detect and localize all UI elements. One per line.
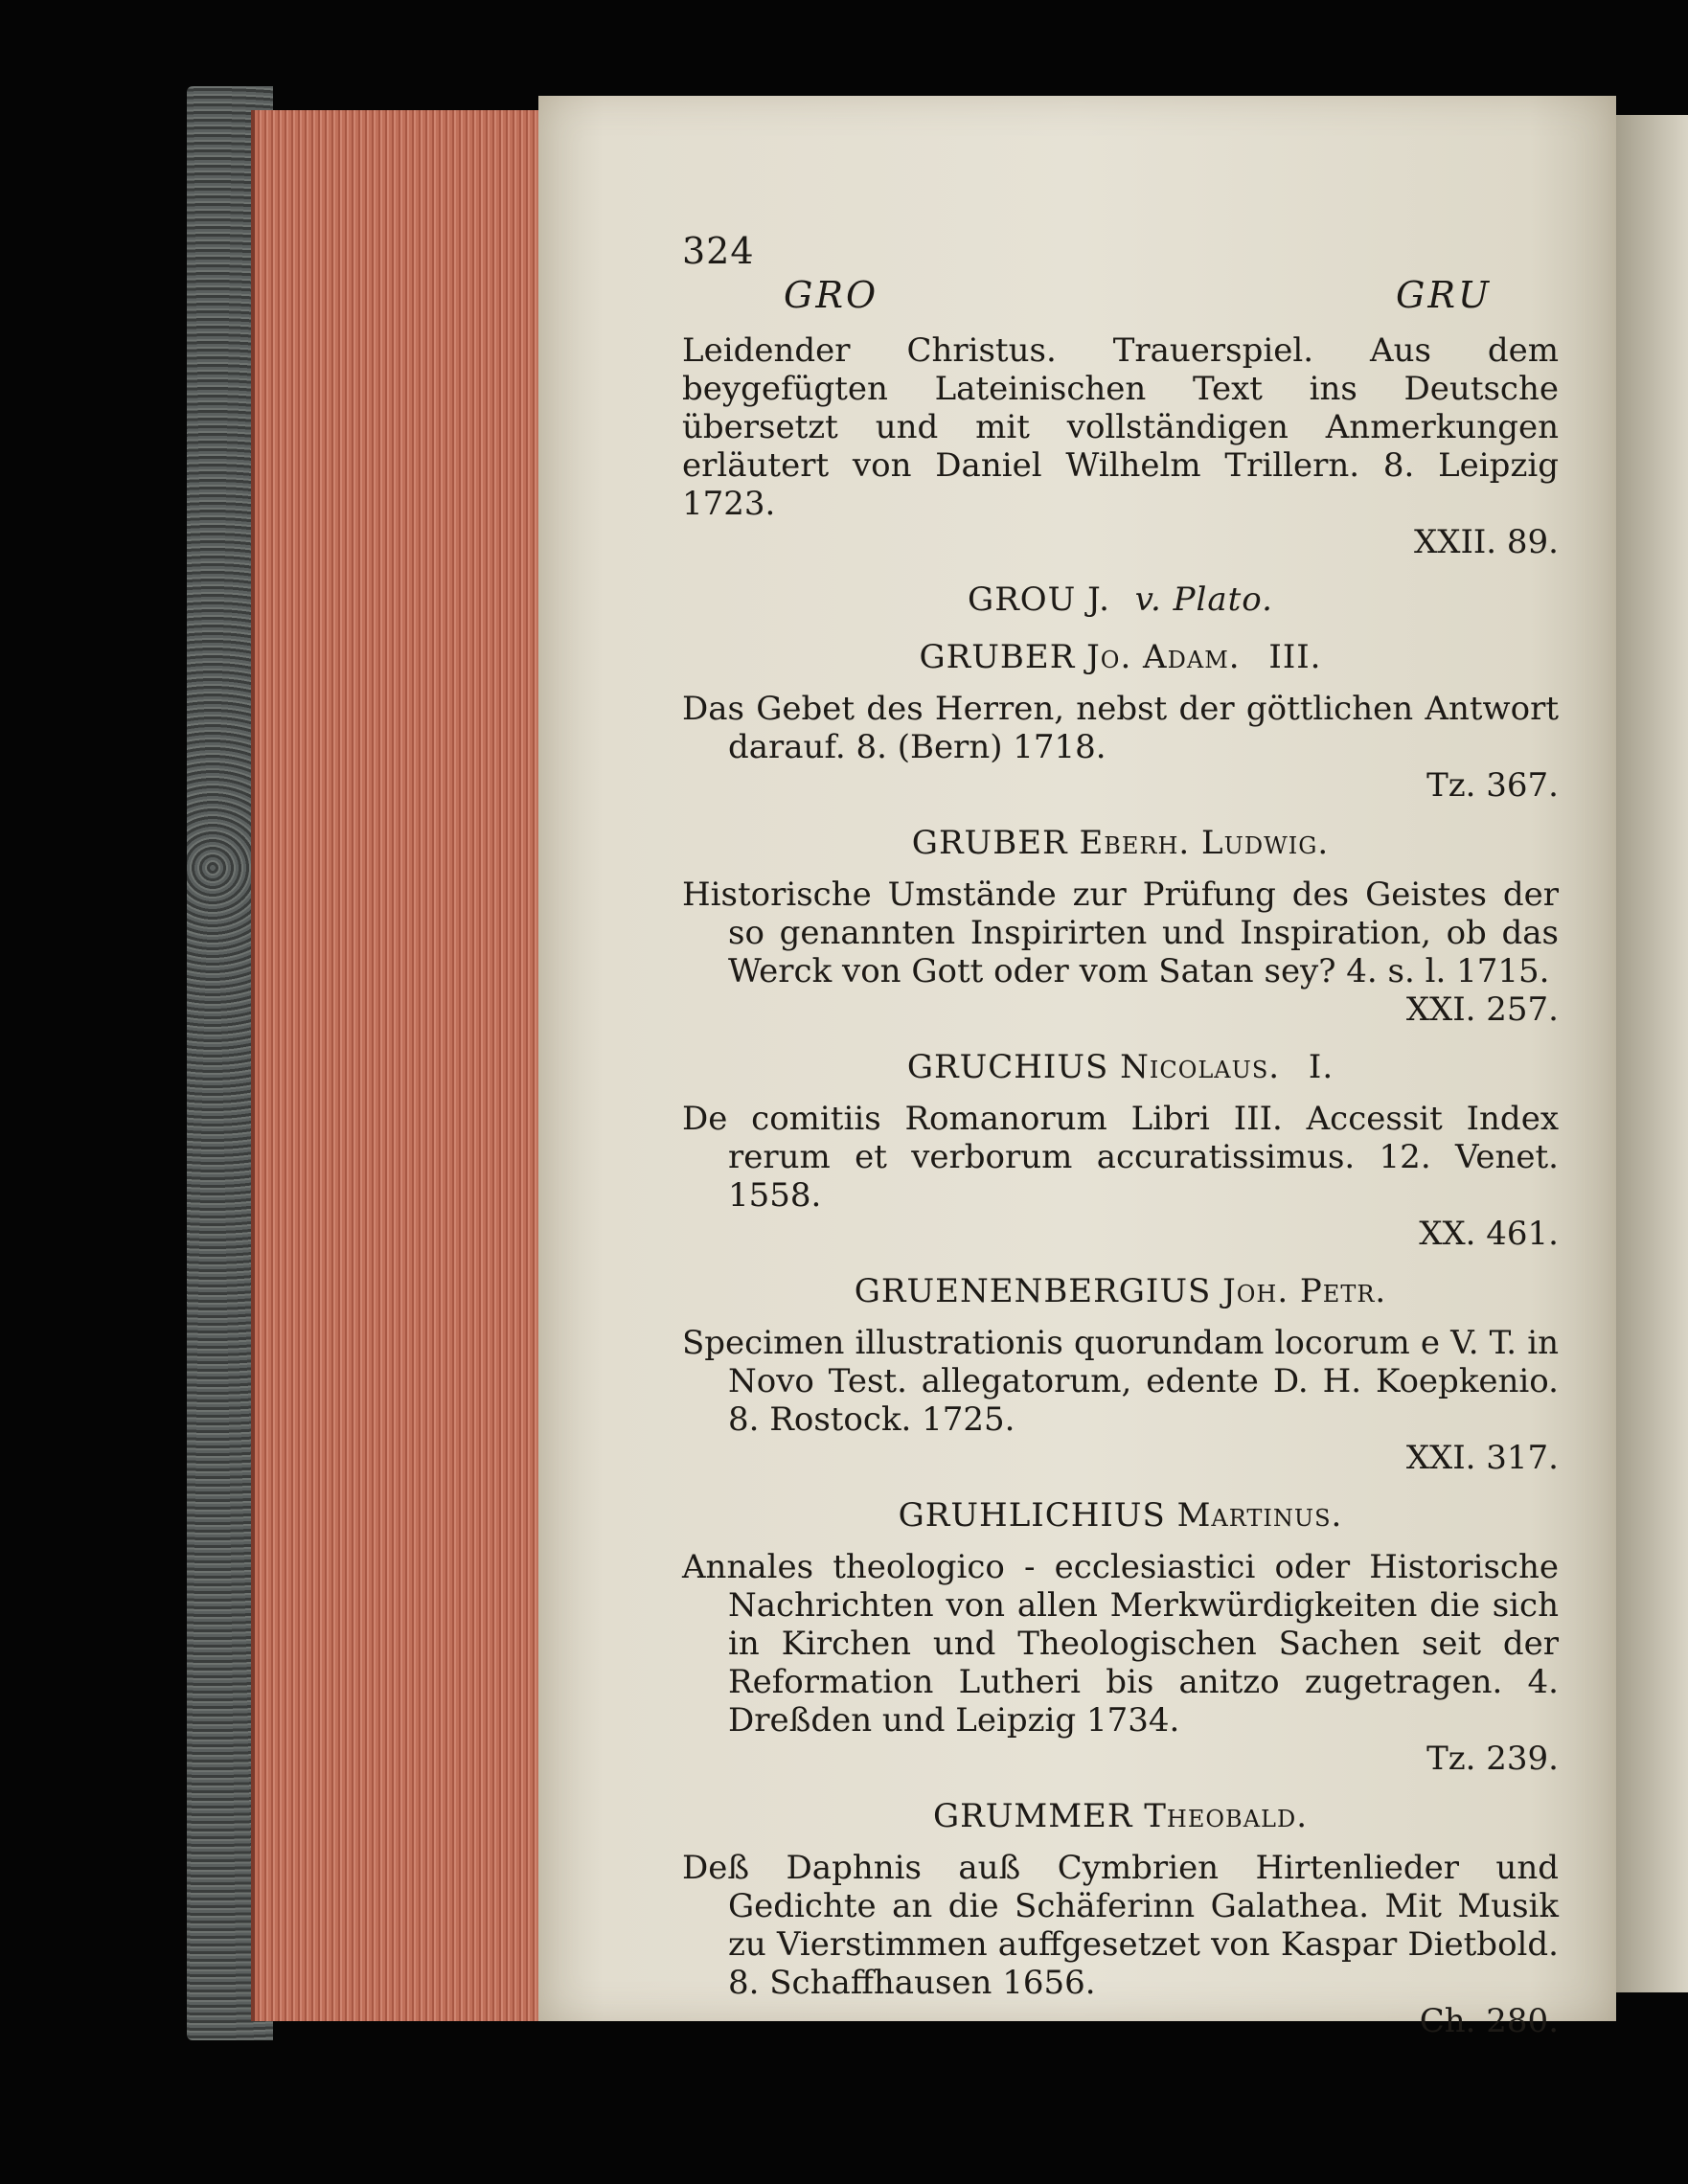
author-surname: GROU	[968, 580, 1077, 619]
author-heading	[682, 580, 1559, 619]
entry-reference: XXI. 317.	[1405, 1439, 1559, 1477]
entry-text: Das Gebet des Herren, nebst der göttlichen Antwort darauf. 8. (Bern) 1718.	[682, 690, 1559, 766]
entry-reference: XXII. 89.	[1414, 523, 1559, 561]
author-heading	[682, 1048, 1559, 1086]
author-surname: GRUBER	[919, 638, 1076, 676]
author-given-name: Theobald.	[1144, 1797, 1309, 1835]
author-heading	[682, 638, 1559, 676]
running-head	[682, 274, 1559, 316]
page-number: 324	[682, 230, 755, 272]
entry-text: Leidender Christus. Trauerspiel. Aus dem beygefügten Lateinischen Text ins Deutsche übersetzt und mit vollständigen Anmerkungen erläutert von Daniel Wilhelm Trillern. 8. Leipzig 1723.	[682, 331, 1559, 523]
entry-reference: Tz. 367.	[1426, 766, 1559, 805]
author-heading	[682, 1797, 1559, 1835]
author-given-name: Eberh. Ludwig.	[1079, 824, 1330, 862]
author-cross-reference: v. Plato.	[1134, 580, 1273, 619]
running-head-left: GRO	[784, 274, 879, 316]
entry-text: Specimen illustrationis quorundam locorum e V. T. in Novo Test. allegatorum, edente D. H. Koepkenio. 8. Rostock. 1725.	[682, 1324, 1559, 1439]
author-surname: GRUCHIUS	[906, 1048, 1109, 1086]
author-volume: I.	[1308, 1048, 1334, 1086]
author-surname: GRUBER	[911, 824, 1068, 862]
author-surname: GRUMMER	[932, 1797, 1133, 1835]
entry-reference: XXI. 257.	[1405, 990, 1559, 1029]
facing-page-edge	[1616, 115, 1688, 1992]
entry-text: Deß Daphnis auß Cymbrien Hirtenlieder und Gedichte an die Schäferinn Galathea. Mit Musik zu Vierstimmen auffgesetzet von Kaspar Dietbold. 8. Schaffhausen 1656.	[682, 1849, 1559, 2002]
entry-reference: Ch. 280.	[1419, 2002, 1559, 2040]
page-edges	[251, 110, 542, 2021]
running-head-right: GRU	[1396, 274, 1492, 316]
author-given-name: Joh. Petr.	[1222, 1272, 1387, 1310]
author-given-name: Martinus.	[1176, 1496, 1343, 1535]
author-surname: GRUHLICHIUS	[898, 1496, 1166, 1535]
page-content	[682, 230, 1559, 2040]
author-heading	[682, 824, 1559, 862]
author-surname: GRUENENBERGIUS	[854, 1272, 1212, 1310]
entry-reference: Tz. 239.	[1426, 1740, 1559, 1778]
author-given-name: Nicolaus.	[1120, 1048, 1281, 1086]
entry-text: De comitiis Romanorum Libri III. Accessit Index rerum et verborum accuratissimus. 12. Venet. 1558.	[682, 1100, 1559, 1215]
entry-text: Annales theologico - ecclesiastici oder Historische Nachrichten von allen Merkwürdigkeiten die sich in Kirchen und Theologischen Sachen seit der Reformation Lutheri bis anitzo zugetragen. 4. Dreßden und Leipzig 1734.	[682, 1548, 1559, 1740]
entry-reference: XX. 461.	[1419, 1215, 1559, 1253]
author-given-name: J.	[1087, 580, 1110, 619]
author-heading	[682, 1496, 1559, 1535]
entry-text: Historische Umstände zur Prüfung des Geistes der so genannten Inspirirten und Inspiration, ob das Werck von Gott oder vom Satan sey? 4. s. l. 1715.	[682, 876, 1559, 990]
author-heading	[682, 1272, 1559, 1310]
author-given-name: Jo. Adam.	[1086, 638, 1241, 676]
author-volume: III.	[1268, 638, 1322, 676]
